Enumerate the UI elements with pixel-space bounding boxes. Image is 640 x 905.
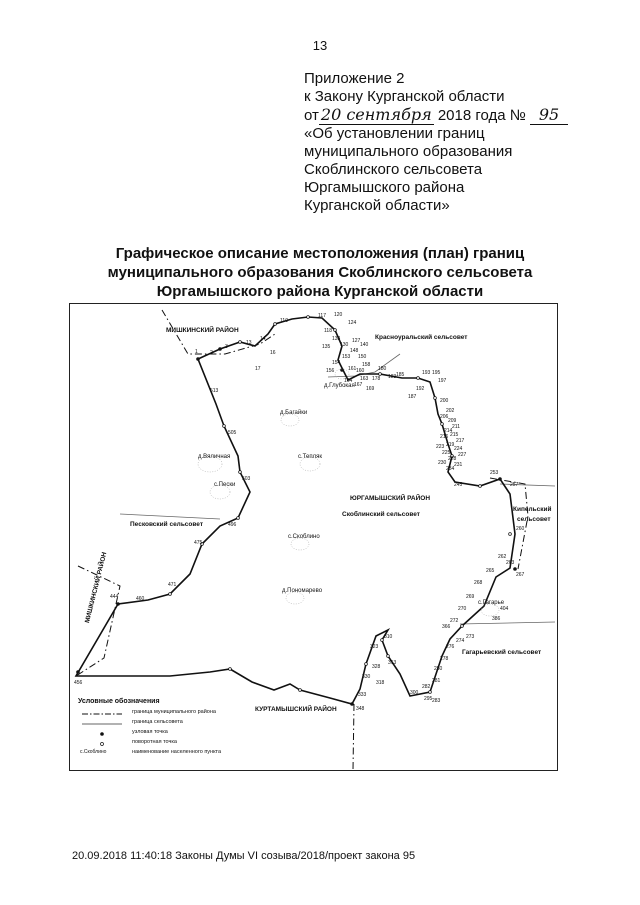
point-label: 206 bbox=[440, 414, 449, 420]
point-label: 234 bbox=[446, 466, 455, 472]
settlement-label-skoblino: с.Скоблино bbox=[288, 534, 320, 540]
turning-point bbox=[479, 485, 482, 488]
point-label: 281 bbox=[432, 678, 441, 684]
legend-row-council bbox=[78, 718, 298, 728]
point-label: 276 bbox=[446, 644, 455, 650]
council-label-kipelsky-2: сельсовет bbox=[517, 516, 551, 523]
point-label: 245 bbox=[454, 482, 463, 488]
point-label: 124 bbox=[348, 320, 357, 326]
point-label: 195 bbox=[432, 370, 441, 376]
document-title bbox=[0, 244, 640, 301]
date-prefix: от bbox=[304, 107, 319, 124]
point-label: 185 bbox=[396, 372, 405, 378]
node-point bbox=[350, 702, 354, 706]
point-label: 17 bbox=[255, 366, 261, 372]
region-label-yurgamyshsky: ЮРГАМЫШСКИЙ РАЙОН bbox=[350, 495, 431, 502]
point-label: 202 bbox=[446, 408, 455, 414]
turning-point bbox=[429, 691, 432, 694]
boundary-map bbox=[69, 303, 558, 771]
point-label: 366 bbox=[442, 624, 451, 630]
settlement-label-glubokaya: д.Глубокая bbox=[324, 383, 355, 389]
point-label: 140 bbox=[360, 342, 369, 348]
legend-row-settlement bbox=[78, 748, 298, 758]
turning-point bbox=[274, 323, 277, 326]
appendix-date-line bbox=[304, 106, 604, 125]
point-label: 158 bbox=[362, 362, 371, 368]
council-boundary-peskovsky bbox=[120, 514, 220, 519]
settlement-label-gagarye: с.Гагарье bbox=[478, 600, 505, 606]
point-label: 117 bbox=[318, 313, 326, 319]
point-label: 214 bbox=[444, 428, 453, 434]
turning-point bbox=[237, 517, 240, 520]
point-label: 295 bbox=[424, 696, 433, 702]
turning-point bbox=[379, 373, 382, 376]
appendix-header bbox=[304, 70, 604, 215]
point-label: 505 bbox=[228, 430, 237, 436]
turning-point bbox=[239, 471, 242, 474]
point-label: 272 bbox=[450, 618, 459, 624]
point-label: 456 bbox=[74, 680, 83, 686]
point-label: 118 bbox=[324, 328, 332, 334]
point-label: 127 bbox=[352, 338, 361, 344]
legend-sample-name: с.Скоблино bbox=[80, 749, 107, 755]
point-label: 169 bbox=[366, 386, 375, 392]
point-label: 328 bbox=[372, 664, 381, 670]
point-label: 160 bbox=[356, 368, 365, 374]
appendix-line-6: Скоблинского сельсовета bbox=[304, 161, 483, 178]
map-legend bbox=[78, 698, 298, 758]
point-label: 200 bbox=[440, 398, 449, 404]
council-label-skoblinsky: Скоблинский сельсовет bbox=[342, 511, 420, 518]
point-label: 217 bbox=[456, 438, 465, 444]
point-label: 231 bbox=[454, 462, 463, 468]
point-label: 386 bbox=[492, 616, 501, 622]
point-label: 1 bbox=[195, 349, 198, 355]
council-boundary-gagarevsky bbox=[460, 622, 555, 624]
point-label: 163 bbox=[360, 376, 369, 382]
point-label: 133 bbox=[332, 336, 341, 342]
point-label: 278 bbox=[440, 656, 449, 662]
node-point bbox=[196, 357, 200, 361]
point-label: 3 bbox=[225, 344, 228, 350]
point-label: 300 bbox=[410, 690, 419, 696]
turning-point bbox=[229, 668, 232, 671]
settlement-label-teplyak: с.Тепляк bbox=[298, 454, 322, 460]
point-label: 197 bbox=[438, 378, 447, 384]
point-label: 227 bbox=[458, 452, 467, 458]
point-label: 223 bbox=[436, 444, 445, 450]
point-label: 156 bbox=[326, 368, 335, 374]
point-label: 150 bbox=[358, 354, 367, 360]
point-label: 192 bbox=[416, 386, 425, 392]
appendix-line-1: Приложение 2 bbox=[304, 70, 405, 87]
point-label: 273 bbox=[466, 634, 475, 640]
legend-row-turning bbox=[78, 738, 298, 748]
legend-text: граница муниципального района bbox=[132, 709, 216, 715]
point-label: 216 bbox=[440, 434, 449, 440]
point-label: 228 bbox=[448, 456, 457, 462]
council-line-symbol bbox=[82, 722, 122, 726]
point-label: 153 bbox=[342, 354, 351, 360]
turning-point bbox=[239, 341, 242, 344]
point-label: 503 bbox=[242, 476, 251, 482]
appendix-line-4: «Об установлении границ bbox=[304, 125, 485, 142]
point-label: 224 bbox=[454, 446, 463, 452]
turning-point bbox=[223, 425, 226, 428]
region-label-mishkinsky-left: МИШКИНСКИЙ РАЙОН bbox=[84, 551, 109, 624]
point-label: 180 bbox=[378, 366, 387, 372]
point-label: 280 bbox=[434, 666, 443, 672]
appendix-line-7: Юргамышского района bbox=[304, 179, 465, 196]
point-label: 310 bbox=[384, 634, 393, 640]
turning-point bbox=[441, 423, 444, 426]
region-label-kurtamyshsky: КУРТАМЫШСКИЙ РАЙОН bbox=[255, 706, 337, 713]
point-label: 209 bbox=[448, 418, 457, 424]
region-label-mishkinsky-top: МИШКИНСКИЙ РАЙОН bbox=[166, 327, 239, 334]
legend-text: поворотная точка bbox=[132, 739, 177, 745]
point-label: 178 bbox=[372, 376, 381, 382]
turning-point bbox=[417, 377, 420, 380]
point-label: 313 bbox=[388, 660, 397, 666]
turning-point bbox=[299, 689, 302, 692]
point-label: 333 bbox=[358, 692, 367, 698]
point-label: 460 bbox=[136, 596, 145, 602]
point-label: 135 bbox=[322, 344, 331, 350]
point-label: 193 bbox=[422, 370, 431, 376]
point-label: 2 bbox=[210, 350, 213, 356]
appendix-line-5: муниципального образования bbox=[304, 143, 513, 160]
point-label: 262 bbox=[498, 554, 507, 560]
appendix-line-8: Курганской области» bbox=[304, 197, 450, 214]
point-label: 253 bbox=[490, 470, 499, 476]
point-label: 154 bbox=[332, 360, 341, 366]
turning-point bbox=[365, 663, 368, 666]
legend-text: граница сельсовета bbox=[132, 719, 183, 725]
point-label: 187 bbox=[408, 394, 417, 400]
point-label: 16 bbox=[270, 350, 276, 356]
turning-point bbox=[509, 533, 512, 536]
point-label: 211 bbox=[452, 424, 460, 430]
legend-text: наименование населенного пункта bbox=[132, 749, 222, 755]
point-label: 267 bbox=[516, 572, 525, 578]
point-label: 471 bbox=[168, 582, 177, 588]
point-label: 257 bbox=[510, 482, 519, 488]
footer-stamp: 20.09.2018 11:40:18 Законы Думы VI созыва/2018/проект закона 95 bbox=[72, 850, 416, 862]
council-label-gagarevsky: Гагарьевский сельсовет bbox=[462, 649, 542, 656]
appendix-line-2: к Закону Курганской области bbox=[304, 88, 505, 105]
point-label: 318 bbox=[376, 680, 385, 686]
node-point bbox=[76, 670, 80, 674]
point-label: 225 bbox=[442, 450, 451, 456]
node-point bbox=[498, 477, 502, 481]
turning-point bbox=[334, 329, 337, 332]
turning-point bbox=[461, 625, 464, 628]
point-label: 269 bbox=[466, 594, 475, 600]
point-label: 444 bbox=[110, 594, 119, 600]
handwritten-number: 95 bbox=[530, 106, 568, 125]
point-label: 215 bbox=[450, 432, 459, 438]
turning-point bbox=[169, 593, 172, 596]
point-label: 282 bbox=[422, 684, 431, 690]
point-label: 513 bbox=[210, 388, 219, 394]
district-line-symbol bbox=[82, 712, 122, 716]
point-label: 14 bbox=[260, 336, 266, 342]
turning-point bbox=[387, 655, 390, 658]
point-label: 148 bbox=[350, 348, 359, 354]
point-label: 404 bbox=[500, 606, 509, 612]
point-label: 265 bbox=[486, 568, 495, 574]
point-label: 348 bbox=[356, 706, 365, 712]
settlement-areas bbox=[198, 369, 499, 616]
point-label: 475 bbox=[194, 540, 203, 546]
point-label: 496 bbox=[228, 522, 237, 528]
point-label: 13 bbox=[246, 340, 252, 346]
legend-row-node bbox=[78, 728, 298, 738]
node-point bbox=[116, 602, 120, 606]
point-label: 323 bbox=[370, 644, 379, 650]
point-label: 330 bbox=[362, 674, 371, 680]
council-label-kipelsky-1: Кипельский bbox=[513, 506, 552, 513]
page-number: 13 bbox=[312, 38, 328, 53]
legend-row-district bbox=[78, 708, 298, 718]
title-line-2: муниципального образования Скоблинского сельсовета bbox=[107, 264, 533, 281]
point-label: 110 bbox=[280, 318, 288, 324]
point-label: 219 bbox=[446, 442, 455, 448]
settlement-label-vyalichnaya: д.Вяличная bbox=[198, 454, 231, 460]
point-label: 183 bbox=[388, 374, 397, 380]
settlement-label-pesky: с.Пески bbox=[214, 482, 236, 488]
turning-point bbox=[434, 397, 437, 400]
point-label: 263 bbox=[506, 560, 515, 566]
legend-text: узловая точка bbox=[132, 729, 168, 735]
point-label: 167 bbox=[354, 382, 363, 388]
point-label: 130 bbox=[340, 342, 349, 348]
node-point bbox=[340, 368, 344, 372]
date-suffix: 2018 года № bbox=[437, 107, 526, 124]
point-label: 164 bbox=[344, 378, 353, 384]
title-line-3: Юргамышского района Курганской области bbox=[156, 283, 484, 300]
turning-point bbox=[307, 316, 310, 319]
point-label: 283 bbox=[432, 698, 441, 704]
point-label: 274 bbox=[456, 638, 465, 644]
point-label: 270 bbox=[458, 606, 467, 612]
handwritten-date: 20 сентября bbox=[320, 105, 432, 124]
point-label: 120 bbox=[334, 312, 343, 318]
council-label-krasnouralsky: Красноуральский сельсовет bbox=[375, 334, 468, 341]
node-point bbox=[218, 347, 222, 351]
settlement-label-bagaiki: д.Багайки bbox=[280, 410, 308, 416]
point-label: 260 bbox=[516, 526, 525, 532]
title-line-1: Графическое описание местоположения (план) границ bbox=[115, 245, 525, 262]
council-boundary-kipelsky bbox=[500, 484, 555, 486]
district-boundary-bottom bbox=[353, 704, 354, 770]
turning-point bbox=[381, 639, 384, 642]
node-point bbox=[513, 567, 517, 571]
settlement-label-ponomarevo: д.Пономарево bbox=[282, 588, 323, 594]
legend-title: Условные обозначения bbox=[78, 698, 160, 705]
point-label: 230 bbox=[438, 460, 447, 466]
point-label: 268 bbox=[474, 580, 483, 586]
point-label: 161 bbox=[348, 366, 357, 372]
council-label-peskovsky: Песковский сельсовет bbox=[130, 521, 204, 528]
